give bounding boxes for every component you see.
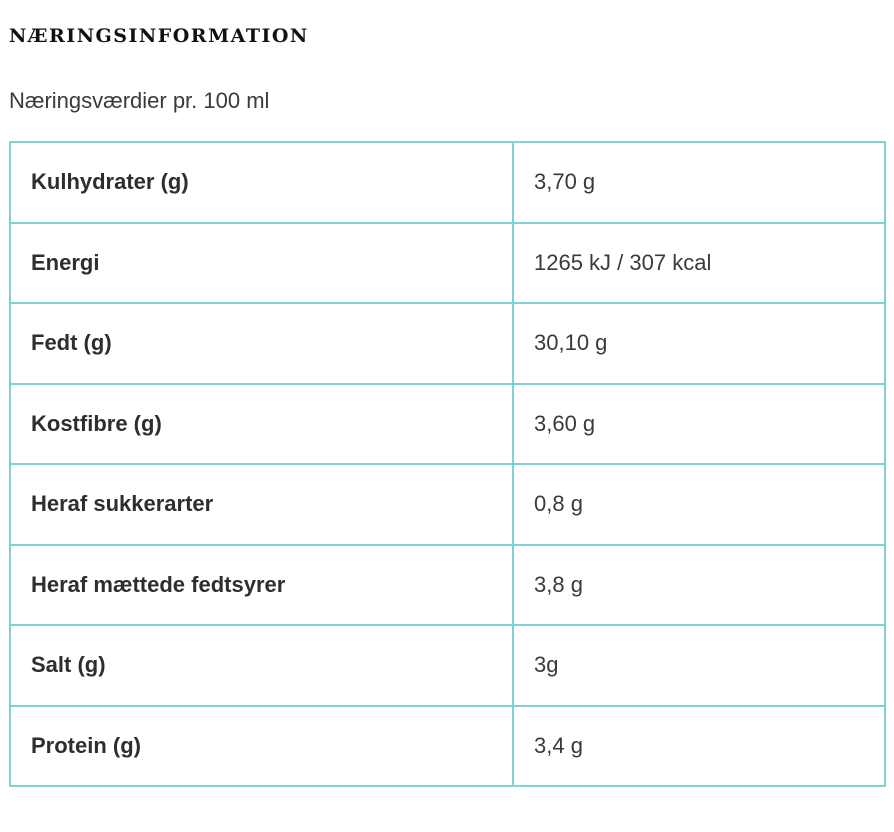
nutrient-label: Salt (g) xyxy=(10,625,513,706)
table-row xyxy=(10,384,885,465)
table-row xyxy=(10,223,885,304)
nutrient-value: 30,10 g xyxy=(513,303,885,384)
table-row xyxy=(10,303,885,384)
nutrient-value: 1265 kJ / 307 kcal xyxy=(513,223,885,304)
nutrient-value: 3,4 g xyxy=(513,706,885,787)
nutrient-label: Protein (g) xyxy=(10,706,513,787)
nutrient-value: 3,8 g xyxy=(513,545,885,626)
nutrient-label: Kulhydrater (g) xyxy=(10,142,513,223)
nutrient-label: Heraf sukkerarter xyxy=(10,464,513,545)
table-row xyxy=(10,464,885,545)
nutrient-label: Heraf mættede fedtsyrer xyxy=(10,545,513,626)
table-row xyxy=(10,625,885,706)
nutrient-label: Kostfibre (g) xyxy=(10,384,513,465)
nutrient-value: 3,70 g xyxy=(513,142,885,223)
table-row xyxy=(10,706,885,787)
nutrient-value: 3g xyxy=(513,625,885,706)
nutrient-label: Energi xyxy=(10,223,513,304)
nutrient-label: Fedt (g) xyxy=(10,303,513,384)
table-row xyxy=(10,545,885,626)
nutrition-subtitle: Næringsværdier pr. 100 ml xyxy=(9,88,270,113)
nutrition-table xyxy=(9,141,886,787)
nutrient-value: 3,60 g xyxy=(513,384,885,465)
nutrient-value: 0,8 g xyxy=(513,464,885,545)
section-title: NÆRINGSINFORMATION xyxy=(9,25,309,47)
table-row xyxy=(10,142,885,223)
